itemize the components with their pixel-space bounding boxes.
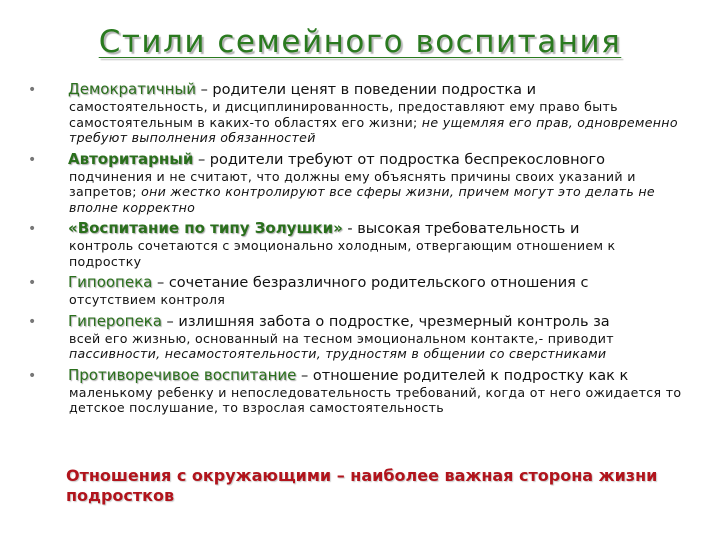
lead-text: – родители ценят в поведении подростка и	[195, 82, 537, 98]
term-label: Противоречивое воспитание	[68, 365, 297, 384]
lead-text: – сочетание безразличного родительского отношения с	[152, 275, 589, 291]
desc-italic: не ущемляя его прав, одновременно требуют выполнения обязанностей	[69, 114, 678, 145]
list-item-cinderella	[28, 219, 690, 269]
conclusion-text: Отношения с окружающими – наиболее важная сторона жизни подростков	[66, 466, 658, 505]
term-label: Гиперопека	[68, 311, 162, 330]
list-item-hypoprotection	[28, 273, 690, 308]
item-lead	[68, 80, 690, 99]
desc-text: маленькому ребенку и непоследовательность требований, когда от него ожидается то детское послушание, то взрослая самостоятельность	[69, 384, 682, 415]
list-item-hyperprotection	[28, 312, 690, 362]
term-label: Авторитарный	[68, 149, 194, 168]
lead-text: - высокая требовательность и	[342, 221, 580, 237]
term-label: «Воспитание по типу Золушки»	[68, 219, 343, 237]
desc-italic: пассивности, несамостоятельности, трудностям в общении со сверстниками	[69, 346, 607, 361]
item-description	[69, 292, 690, 308]
bullet: •	[28, 367, 37, 384]
desc-italic: они жестко контролируют все сферы жизни, причем могут это делать не вполне корректно	[69, 184, 655, 215]
item-lead	[68, 366, 690, 385]
item-description	[69, 169, 690, 216]
item-lead	[68, 273, 690, 292]
list-item-contradictory	[28, 366, 690, 416]
desc-text: всей его жизнью, основанный на тесном эмоциональном контакте,- приводит	[69, 330, 614, 346]
bullet: •	[28, 82, 37, 98]
lead-text: – излишняя забота о подростке, чрезмерный контроль за	[161, 313, 610, 330]
bullet: •	[28, 275, 37, 291]
item-description	[69, 385, 690, 416]
bullet: •	[28, 221, 37, 237]
item-description	[69, 99, 690, 146]
slide-title: Стили семейного воспитания	[98, 24, 622, 60]
lead-text: – отношение родителей к подростку как к	[296, 367, 629, 384]
styles-list	[28, 80, 690, 420]
desc-text: подчинения и не считают, что должны ему объяснять причины своих указаний и запретов;	[69, 168, 636, 199]
term-label: Демократичный	[68, 80, 196, 98]
desc-text: самостоятельность, и дисциплинированность, предоставляют ему право быть самостоятельным в каких-то областях его жизни;	[69, 99, 618, 130]
bullet: •	[28, 313, 37, 330]
term-label: Гипоопека	[68, 273, 153, 291]
item-lead	[68, 312, 690, 331]
bullet: •	[28, 151, 37, 168]
item-lead	[68, 219, 690, 238]
list-item-authoritarian	[28, 150, 690, 216]
list-item-democratic	[28, 80, 690, 146]
desc-text: контроль сочетаются с эмоционально холодным, отвергающим отношением к подростку	[69, 238, 616, 269]
desc-text: отсутствием контроля	[69, 292, 226, 307]
item-lead	[68, 150, 690, 169]
lead-text: – родители требуют от подростка беспрекословного	[193, 151, 605, 168]
item-description	[69, 331, 690, 362]
item-description	[69, 238, 690, 269]
